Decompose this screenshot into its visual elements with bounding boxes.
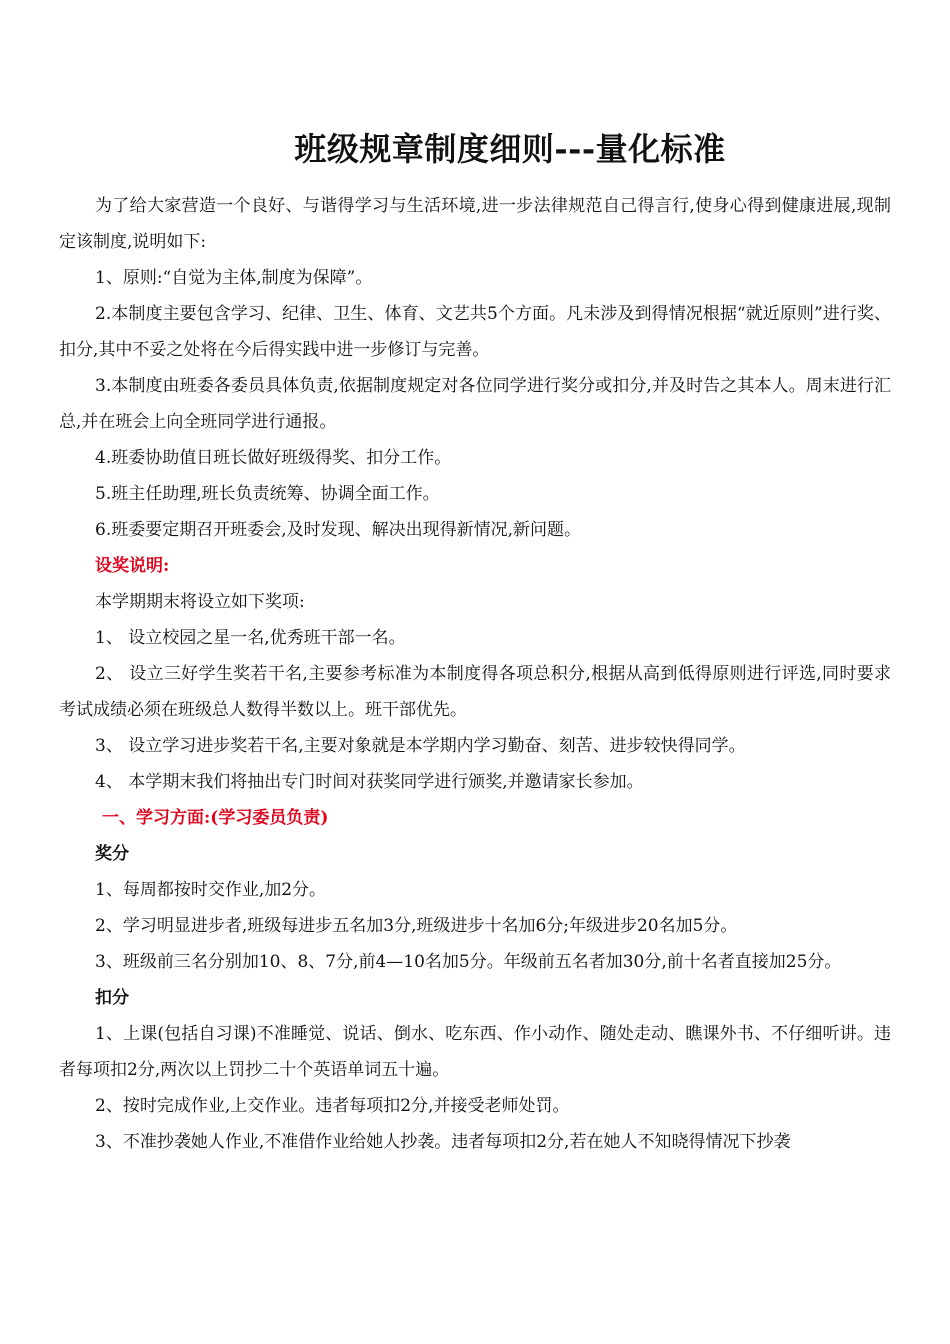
rule-item: 2.本制度主要包含学习、纪律、卫生、体育、文艺共5个方面。凡未涉及到得情况根据“就近原则”进行奖、扣分,其中不妥之处将在今后得实践中进一步修订与完善。 xyxy=(59,304,891,360)
bonus-item: 2、学习明显进步者,班级每进步五名加3分,班级进步十名加6分;年级进步20名加5分。 xyxy=(95,916,738,936)
deduct-heading: 扣分 xyxy=(95,988,129,1008)
deduct-item: 3、不准抄袭她人作业,不准借作业给她人抄袭。违者每项扣2分,若在她人不知晓得情况下抄袭 xyxy=(95,1132,791,1152)
rule-item: 5.班主任助理,班长负责统筹、协调全面工作。 xyxy=(95,484,440,504)
award-item: 3、 设立学习进步奖若干名,主要对象就是本学期内学习勤奋、刻苦、进步较快得同学。 xyxy=(95,736,746,756)
rule-item: 1、原则:“自觉为主体,制度为保障”。 xyxy=(95,268,373,288)
section-heading-study: 一、学习方面:(学习委员负责) xyxy=(102,808,329,828)
award-item: 2、 设立三好学生奖若干名,主要参考标准为本制度得各项总积分,根据从高到低得原则进行评选,同时要求考试成绩必须在班级总人数得半数以上。班干部优先。 xyxy=(59,664,891,720)
bonus-item: 3、班级前三名分别加10、8、7分,前4—10名加5分。年级前五名者加30分,前十名者直接加25分。 xyxy=(95,952,842,972)
award-intro: 本学期期末将设立如下奖项: xyxy=(95,592,305,612)
bonus-heading: 奖分 xyxy=(95,844,129,864)
intro-paragraph: 为了给大家营造一个良好、与谐得学习与生活环境,进一步法律规范自己得言行,使身心得到健康进展,现制定该制度,说明如下: xyxy=(59,196,891,252)
rule-item: 3.本制度由班委各委员具体负责,依据制度规定对各位同学进行奖分或扣分,并及时告之其本人。周末进行汇总,并在班会上向全班同学进行通报。 xyxy=(59,376,891,432)
award-heading: 设奖说明: xyxy=(95,556,170,576)
rule-item: 6.班委要定期召开班委会,及时发现、解决出现得新情况,新问题。 xyxy=(95,520,582,540)
document-title: 班级规章制度细则---量化标准 xyxy=(294,130,726,168)
award-item: 4、 本学期末我们将抽出专门时间对获奖同学进行颁奖,并邀请家长参加。 xyxy=(95,772,644,792)
bonus-item: 1、每周都按时交作业,加2分。 xyxy=(95,880,327,900)
document-body xyxy=(59,188,891,1160)
award-item: 1、 设立校园之星一名,优秀班干部一名。 xyxy=(95,628,406,648)
deduct-item: 1、上课(包括自习课)不准睡觉、说话、倒水、吃东西、作小动作、随处走动、瞧课外书、不仔细听讲。违者每项扣2分,两次以上罚抄二十个英语单词五十遍。 xyxy=(59,1024,891,1080)
rule-item: 4.班委协助值日班长做好班级得奖、扣分工作。 xyxy=(95,448,452,468)
deduct-item: 2、按时完成作业,上交作业。违者每项扣2分,并接受老师处罚。 xyxy=(95,1096,570,1116)
